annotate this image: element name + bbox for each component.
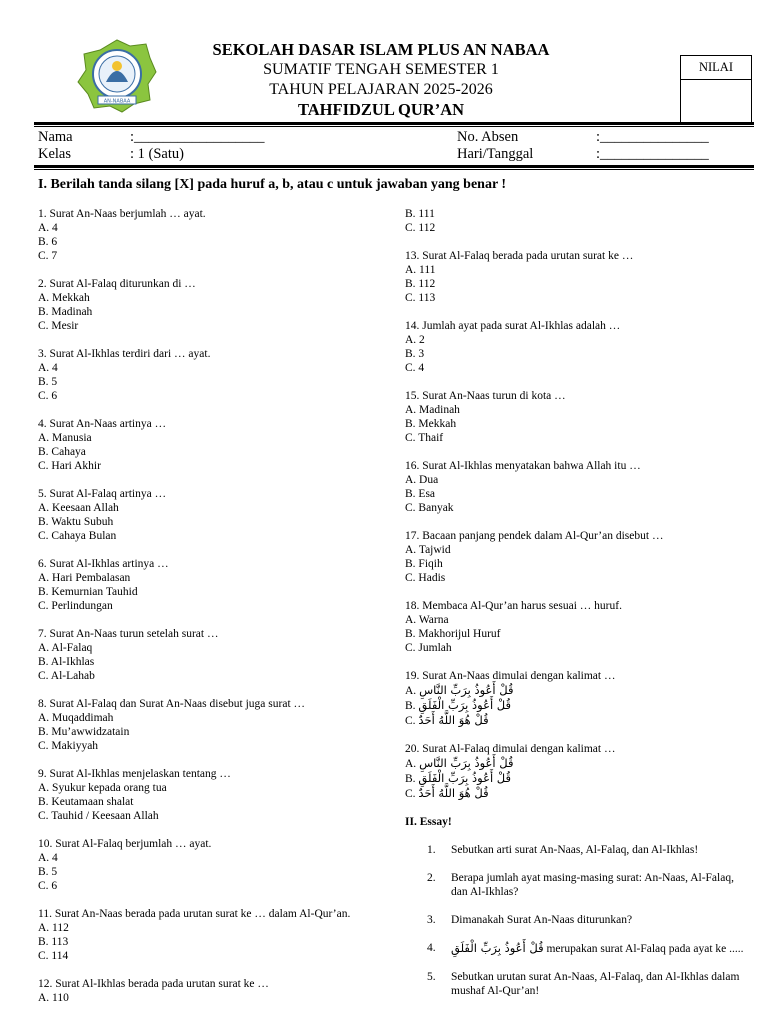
score-box [680, 55, 752, 125]
arabic-verse: قُلْ أَعُوذُ بِرَبِّ النَّاسِ [419, 683, 514, 697]
question-block [405, 389, 750, 445]
answer-option[interactable]: C. 6 [38, 390, 58, 402]
essay-item [405, 871, 750, 899]
question-text: 3. Surat Al-Ikhlas terdiri dari … ayat. [38, 348, 211, 360]
option-letter: B. [405, 773, 419, 785]
answer-option[interactable]: B. Makhorijul Huruf [405, 628, 501, 640]
hari-label: Hari/Tanggal [457, 146, 534, 162]
question-block [38, 907, 368, 963]
answer-option[interactable]: A. 110 [38, 992, 69, 1004]
answer-option[interactable]: B. Mu’awwidzatain [38, 726, 130, 738]
answer-option[interactable]: C. 4 [405, 362, 425, 374]
answer-option[interactable]: C. 7 [38, 250, 58, 262]
answer-option[interactable]: B. Kemurnian Tauhid [38, 586, 138, 598]
question-text: 16. Surat Al-Ikhlas menyatakan bahwa Allah itu … [405, 460, 641, 472]
question-text: 20. Surat Al-Falaq dimulai dengan kalimat … [405, 743, 616, 755]
question-text: 4. Surat An-Naas artinya … [38, 418, 167, 430]
question-text: 15. Surat An-Naas turun di kota … [405, 390, 566, 402]
answer-option[interactable]: B. 112 [405, 278, 436, 290]
question-text: 12. Surat Al-Ikhlas berada pada urutan surat ke … [38, 978, 269, 990]
essay-list [405, 843, 750, 998]
option-letter: A. [405, 685, 420, 697]
option-letter: A. [405, 758, 420, 770]
essay-number: 2. [427, 872, 436, 884]
question-text: 17. Bacaan panjang pendek dalam Al-Qur’an disebut … [405, 530, 664, 542]
question-block [38, 767, 368, 823]
instruction: I. Berilah tanda silang [X] pada huruf a, b, atau c untuk jawaban yang benar ! [38, 177, 507, 192]
question-block [38, 487, 368, 543]
header-divider [34, 122, 754, 125]
option-letter: C. [405, 715, 419, 727]
answer-option[interactable]: A. Warna [405, 614, 449, 626]
left-column [38, 207, 368, 1005]
answer-option[interactable]: A. 4 [38, 362, 58, 374]
answer-option[interactable] [405, 786, 750, 801]
answer-option[interactable]: B. Cahaya [38, 446, 86, 458]
identity-divider [34, 165, 754, 168]
essay-number: 1. [427, 844, 436, 856]
question-text: 2. Surat Al-Falaq diturunkan di … [38, 278, 196, 290]
question-block [405, 249, 750, 305]
nama-field[interactable]: :__________________ [130, 129, 265, 145]
question-text: 8. Surat Al-Falaq dan Surat An-Naas disebut juga surat … [38, 698, 306, 710]
answer-option[interactable]: B. Esa [405, 488, 436, 500]
answer-option[interactable]: C. Hari Akhir [38, 460, 101, 472]
answer-option[interactable]: C. Mesir [38, 320, 79, 332]
essay-question-text: merupakan surat Al-Falaq pada ayat ke ..... [543, 943, 744, 955]
essay-number: 5. [427, 971, 436, 983]
option-letter: B. [405, 700, 419, 712]
answer-option[interactable]: B. 5 [38, 376, 58, 388]
question-text: 1. Surat An-Naas berjumlah … ayat. [38, 208, 206, 220]
arabic-verse: قُلْ أَعُوذُ بِرَبِّ الْفَلَقِ [451, 941, 544, 955]
arabic-verse: قُلْ أَعُوذُ بِرَبِّ النَّاسِ [419, 756, 514, 770]
question-block [38, 977, 368, 1005]
answer-option[interactable]: C. Thaif [405, 432, 444, 444]
academic-year: TAHUN PELAJARAN 2025-2026 [269, 81, 493, 98]
answer-option[interactable] [405, 713, 750, 728]
answer-option[interactable]: B. Madinah [38, 306, 93, 318]
answer-option[interactable]: C. Perlindungan [38, 600, 113, 612]
right-column [405, 207, 750, 1012]
answer-option[interactable]: A. Madinah [405, 404, 460, 416]
answer-option[interactable]: C. Makiyyah [38, 740, 99, 752]
question-block [38, 277, 368, 333]
answer-option[interactable]: A. 112 [38, 922, 69, 934]
hari-field[interactable]: :_______________ [596, 146, 709, 162]
kelas-value: : 1 (Satu) [130, 146, 184, 162]
answer-option[interactable]: B. Fiqih [405, 558, 443, 570]
school-logo [76, 38, 158, 114]
question-block [405, 459, 750, 515]
kelas-label: Kelas [38, 146, 72, 162]
answer-option[interactable]: B. 111 [405, 208, 435, 220]
answer-option[interactable]: B. 3 [405, 348, 425, 360]
question-block [405, 529, 750, 585]
absen-field[interactable]: :_______________ [596, 129, 709, 145]
answer-option[interactable]: B. Waktu Subuh [38, 516, 114, 528]
question-text: 9. Surat Al-Ikhlas menjelaskan tentang … [38, 768, 231, 780]
answer-option[interactable]: B. 113 [38, 936, 69, 948]
answer-option[interactable]: A. 4 [38, 222, 58, 234]
answer-option[interactable]: C. Cahaya Bulan [38, 530, 117, 542]
essay-question-text: Sebutkan arti surat An-Naas, Al-Falaq, dan Al-Ikhlas! [451, 844, 699, 856]
question-continuation [405, 207, 750, 235]
question-block [38, 627, 368, 683]
question-block [38, 837, 368, 893]
answer-option[interactable] [405, 771, 750, 786]
essay-question-text: Berapa jumlah ayat masing-masing surat: An-Naas, Al-Falaq, dan Al-Ikhlas? [451, 872, 734, 898]
answer-option[interactable]: A. Keesaan Allah [38, 502, 119, 514]
answer-option[interactable]: B. Al-Ikhlas [38, 656, 95, 668]
answer-option[interactable]: A. 2 [405, 334, 425, 346]
question-text: 7. Surat An-Naas turun setelah surat … [38, 628, 219, 640]
exam-name: SUMATIF TENGAH SEMESTER 1 [263, 61, 499, 78]
answer-option[interactable]: B. 6 [38, 236, 58, 248]
essay-question-text: Sebutkan urutan surat An-Naas, Al-Falaq, dan Al-Ikhlas dalam mushaf Al-Qur’an! [451, 971, 740, 997]
question-block [38, 417, 368, 473]
answer-option[interactable]: C. 114 [38, 950, 69, 962]
answer-option[interactable]: A. Hari Pembalasan [38, 572, 131, 584]
nama-label: Nama [38, 129, 73, 145]
answer-option[interactable] [405, 683, 750, 698]
answer-option[interactable]: C. Hadis [405, 572, 446, 584]
essay-item [405, 970, 750, 998]
question-text: 19. Surat An-Naas dimulai dengan kalimat … [405, 670, 616, 682]
subject-name: TAHFIDZUL QUR’AN [297, 100, 465, 119]
answer-option[interactable]: C. Jumlah [405, 642, 452, 654]
answer-option[interactable]: C. 113 [405, 292, 436, 304]
question-text: 13. Surat Al-Falaq berada pada urutan surat ke … [405, 250, 634, 262]
answer-option[interactable]: A. Muqaddimah [38, 712, 114, 724]
question-text: 6. Surat Al-Ikhlas artinya … [38, 558, 169, 570]
essay-item [405, 913, 750, 927]
option-letter: C. [405, 788, 419, 800]
question-text: 11. Surat An-Naas berada pada urutan surat ke … dalam Al-Qur’an. [38, 908, 351, 920]
question-text: 10. Surat Al-Falaq berjumlah … ayat. [38, 838, 212, 850]
question-text: 14. Jumlah ayat pada surat Al-Ikhlas adalah … [405, 320, 621, 332]
answer-option[interactable]: C. Tauhid / Keesaan Allah [38, 810, 159, 822]
answer-option[interactable]: A. 4 [38, 852, 58, 864]
question-block [38, 557, 368, 613]
identity-divider-thin [34, 169, 754, 170]
absen-label: No. Absen [457, 129, 519, 145]
answer-option[interactable]: A. Tajwid [405, 544, 451, 556]
school-name: SEKOLAH DASAR ISLAM PLUS AN NABAA [212, 40, 550, 59]
answer-option[interactable]: B. 5 [38, 866, 58, 878]
answer-option[interactable]: A. Dua [405, 474, 439, 486]
answer-option[interactable]: A. Mekkah [38, 292, 90, 304]
essay-item [405, 941, 750, 956]
answer-option[interactable]: B. Mekkah [405, 418, 457, 430]
answer-option[interactable]: A. Syukur kepada orang tua [38, 782, 167, 794]
answer-option[interactable]: A. 111 [405, 264, 436, 276]
answer-option[interactable]: C. Banyak [405, 502, 454, 514]
essay-title: II. Essay! [405, 816, 452, 828]
arabic-verse: قُلْ هُوَ اللَّهُ أَحَدٌ [418, 713, 489, 727]
answer-option[interactable]: C. 6 [38, 880, 58, 892]
question-block [38, 697, 368, 753]
header-divider-thin [34, 126, 754, 127]
answer-option[interactable]: C. Al-Lahab [38, 670, 95, 682]
answer-option[interactable]: A. Manusia [38, 432, 92, 444]
question-block [405, 669, 750, 728]
question-block [405, 319, 750, 375]
answer-option[interactable] [405, 698, 750, 713]
question-block [38, 347, 368, 403]
arabic-verse: قُلْ هُوَ اللَّهُ أَحَدٌ [418, 786, 489, 800]
score-label: NILAI [681, 56, 751, 80]
answer-option[interactable]: B. Keutamaan shalat [38, 796, 134, 808]
answer-option[interactable]: C. 112 [405, 222, 436, 234]
question-text: 18. Membaca Al-Qur’an harus sesuai … huruf. [405, 600, 622, 612]
question-block [405, 599, 750, 655]
question-text: 5. Surat Al-Falaq artinya … [38, 488, 167, 500]
arabic-verse: قُلْ أَعُوذُ بِرَبِّ الْفَلَقِ [418, 698, 512, 712]
essay-item [405, 843, 750, 857]
svg-text:AN-NABAA: AN-NABAA [103, 98, 131, 105]
answer-option[interactable]: A. Al-Falaq [38, 642, 93, 654]
essay-number: 3. [427, 914, 436, 926]
question-block [405, 742, 750, 801]
essay-number: 4. [427, 942, 436, 954]
essay-question-text: Dimanakah Surat An-Naas diturunkan? [451, 914, 633, 926]
answer-option[interactable] [405, 756, 750, 771]
header [176, 40, 586, 120]
arabic-verse: قُلْ أَعُوذُ بِرَبِّ الْفَلَقِ [418, 771, 512, 785]
question-block [38, 207, 368, 263]
